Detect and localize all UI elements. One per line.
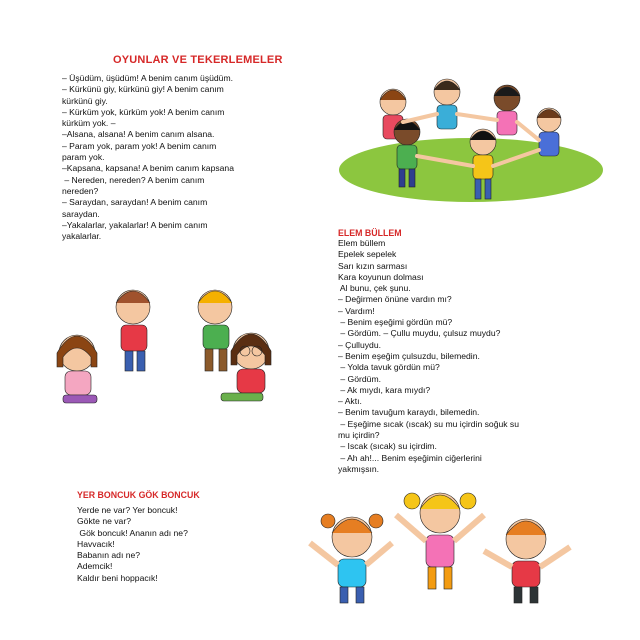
text-line: – Değirmen önüne vardın mı? [338, 294, 452, 305]
text-line: – Ak mıydı, kara mıydı? [338, 384, 431, 395]
text-line: – Gördüm. [338, 373, 381, 384]
text-line: Havvacık! [77, 538, 115, 549]
text-line: – Saraydan, saraydan! A benim canım [62, 197, 208, 208]
text-line: Elem büllem [338, 238, 386, 248]
text-line: – Gördüm. – Çullu muydu, çulsuz muydu? [338, 328, 501, 339]
text-line: – Yolda tavuk gördün mü? [338, 362, 440, 373]
text-line: – Param yok, param yok! A benim canım [62, 140, 217, 151]
text-line: – Benim eşeğim çulsuzdu, bilemedin. [338, 350, 480, 361]
children-circle-dance-illustration [335, 70, 607, 210]
text-block [62, 73, 302, 242]
text-line: Gök boncuk! Ananın adı ne? [77, 527, 188, 538]
text-line: – Eşeğime sıcak (ıscak) su mu içirdin soğuk su [338, 418, 520, 429]
text-line: yakalarlar. [62, 231, 102, 242]
text-line: Kara koyunun dolması [338, 271, 424, 282]
text-line: –Kapsana, kapsana! A benim canım kapsana [62, 163, 234, 174]
text-line: kürkünü giy. [62, 95, 108, 106]
text-line: Babanın adı ne? [77, 550, 141, 561]
text-line: – Benim eşeğimi gördün mü? [338, 317, 453, 328]
text-line: saraydan. [62, 208, 100, 219]
text-line: yakmışsın. [338, 463, 380, 474]
text-line: Al bunu, çek şunu. [338, 283, 411, 294]
text-line: – Aktı. [338, 396, 362, 407]
text-line: – Ah ah!... Benim eşeğimin ciğerlerini [338, 452, 482, 463]
children-jumping-illustration [300, 485, 590, 610]
section-title: OYUNLAR VE TEKERLEMELER [113, 54, 283, 66]
text-line: – Çulluydu. [338, 339, 381, 350]
text-line: –Alsana, alsana! A benim canım alsana. [62, 129, 215, 140]
section-title: YER BONCUK GÖK BONCUK [77, 490, 200, 500]
text-line: – Kürküm yok, kürküm yok! A benim canım [62, 106, 225, 117]
text-line: Epelek sepelek [338, 249, 397, 260]
text-line: – Iscak (sıcak) su içirdim. [338, 441, 437, 452]
text-line: mu içirdin? [338, 430, 380, 441]
section-title: ELEM BÜLLEM [338, 228, 402, 238]
text-line: –Yakalarlar, yakalarlar! A benim canım [62, 219, 208, 230]
text-line: – Vardım! [338, 305, 375, 316]
children-laughing-illustration [45, 285, 275, 415]
text-line: Gökte ne var? [77, 516, 131, 527]
text-block [77, 505, 277, 584]
text-line: param yok. [62, 152, 105, 163]
text-line: Sarı kızın sarması [338, 260, 408, 271]
text-line: kürküm yok. – [62, 118, 116, 129]
text-line: – Kürkünü giy, kürkünü giy! A benim canım [62, 84, 224, 95]
text-line: nereden? [62, 185, 99, 196]
text-line: Kaldır beni hoppacık! [77, 572, 158, 583]
text-line: – Nereden, nereden? A benim canım [62, 174, 205, 185]
text-line: Yerde ne var? Yer boncuk! [77, 505, 178, 515]
text-line: Ademcik! [77, 561, 113, 572]
text-line: – Benim tavuğum karaydı, bilemedin. [338, 407, 480, 418]
text-block [338, 238, 578, 475]
text-line: – Üşüdüm, üşüdüm! A benim canım üşüdüm. [62, 73, 234, 83]
